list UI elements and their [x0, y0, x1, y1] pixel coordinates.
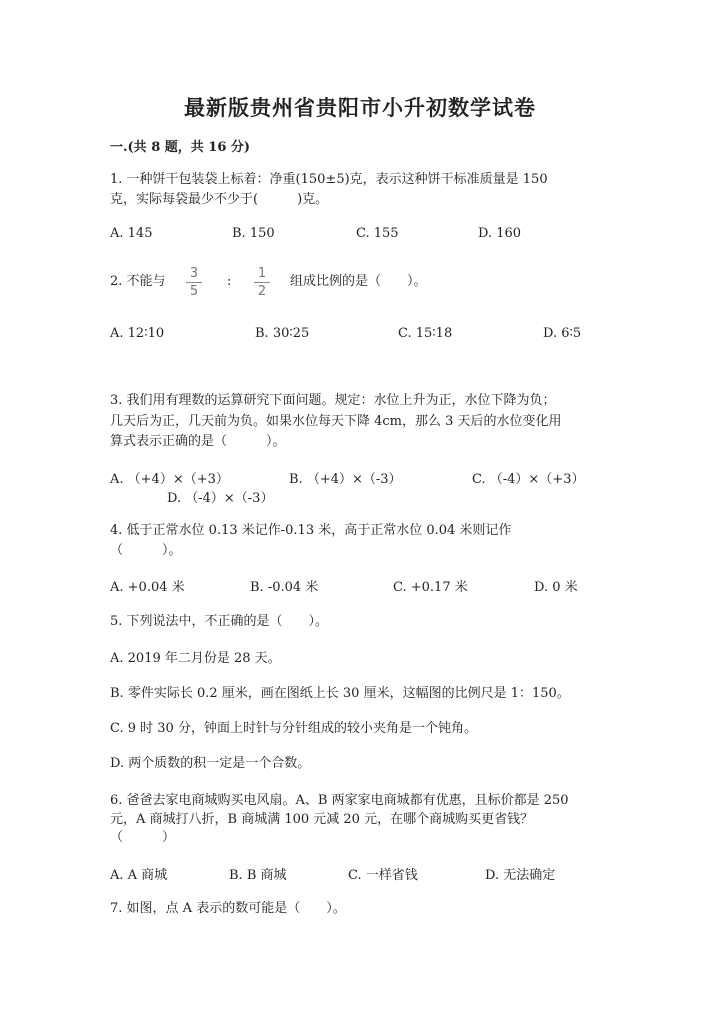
- question-3-option-b: B. （+4）×（-3）: [289, 472, 402, 487]
- fraction-bar: [254, 282, 270, 283]
- question-2-prefix: 2. 不能与: [110, 274, 166, 289]
- question-2-suffix: 组成比例的是（ ）。: [290, 274, 427, 289]
- question-5-stem: 5. 下列说法中，不正确的是（ ）。: [110, 614, 329, 629]
- question-2-option-b: B. 30∶25: [255, 326, 310, 341]
- question-2-option-a: A. 12∶10: [110, 326, 165, 341]
- question-4-line-2: （ ）。: [110, 543, 182, 558]
- question-5-option-c: C. 9 时 30 分，钟面上时针与分针组成的较小夹角是一个钝角。: [110, 721, 477, 736]
- page-title: 最新版贵州省贵阳市小升初数学试卷: [184, 95, 536, 120]
- fraction-numerator: 3: [189, 266, 199, 281]
- fraction-denominator: 5: [189, 284, 199, 299]
- question-6-option-a: A. A 商城: [110, 868, 168, 883]
- question-4-option-c: C. +0.17 米: [393, 580, 468, 595]
- fraction-three-fifths: [186, 266, 202, 299]
- question-2-option-d: D. 6∶5: [543, 326, 582, 341]
- question-3-option-d: D. （-4）×（-3）: [167, 491, 274, 506]
- question-7-stem: 7. 如图，点 A 表示的数可能是（ ）。: [110, 901, 346, 916]
- question-3-line-3: 算式表示正确的是（ ）。: [110, 434, 286, 449]
- fraction-numerator: 1: [257, 266, 267, 281]
- question-1-option-c: C. 155: [356, 226, 399, 241]
- question-5-option-d: D. 两个质数的积一定是一个合数。: [110, 756, 311, 771]
- section-heading: 一.(共 8 题，共 16 分): [110, 140, 251, 155]
- question-4-line-1: 4. 低于正常水位 0.13 米记作-0.13 米，高于正常水位 0.04 米则记作: [110, 523, 512, 538]
- question-6-line-3: （ ）: [110, 830, 176, 845]
- question-4-option-a: A. +0.04 米: [110, 580, 185, 595]
- question-5-option-a: A. 2019 年二月份是 28 天。: [110, 651, 281, 666]
- question-1-line-2: 克，实际每袋最少不少于( )克。: [110, 192, 329, 207]
- question-6-option-d: D. 无法确定: [485, 868, 556, 883]
- question-6-line-2: 元，A 商城打八折，B 商城满 100 元减 20 元，在哪个商城购买更省钱？: [110, 812, 534, 827]
- fraction-denominator: 2: [257, 284, 267, 299]
- ratio-colon: :: [227, 274, 232, 289]
- question-1-option-d: D. 160: [478, 226, 522, 241]
- fraction-one-half: [254, 266, 270, 299]
- question-3-line-2: 几天后为正，几天前为负。如果水位每天下降 4cm，那么 3 天后的水位变化用: [110, 414, 562, 429]
- question-1-option-a: A. 145: [110, 226, 153, 241]
- question-6-option-b: B. B 商城: [229, 868, 287, 883]
- question-1-option-b: B. 150: [232, 226, 275, 241]
- question-3-line-1: 3. 我们用有理数的运算研究下面问题。规定：水位上升为正，水位下降为负；: [110, 393, 556, 408]
- question-3-option-a: A. （+4）×（+3）: [110, 472, 229, 487]
- question-4-option-b: B. -0.04 米: [250, 580, 319, 595]
- question-6-line-1: 6. 爸爸去家电商城购买电风扇。A、B 两家家电商城都有优惠，且标价都是 250: [110, 793, 569, 808]
- question-5-option-b: B. 零件实际长 0.2 厘米，画在图纸上长 30 厘米，这幅图的比例尺是 1：150。: [110, 686, 570, 701]
- question-4-option-d: D. 0 米: [534, 580, 578, 595]
- fraction-bar: [186, 282, 202, 283]
- question-1-line-1: 1. 一种饼干包装袋上标着：净重(150±5)克，表示这种饼干标准质量是 150: [110, 172, 548, 187]
- question-3-option-c: C. （-4）×（+3）: [472, 472, 585, 487]
- question-2-option-c: C. 15∶18: [398, 326, 453, 341]
- question-6-option-c: C. 一样省钱: [348, 868, 418, 883]
